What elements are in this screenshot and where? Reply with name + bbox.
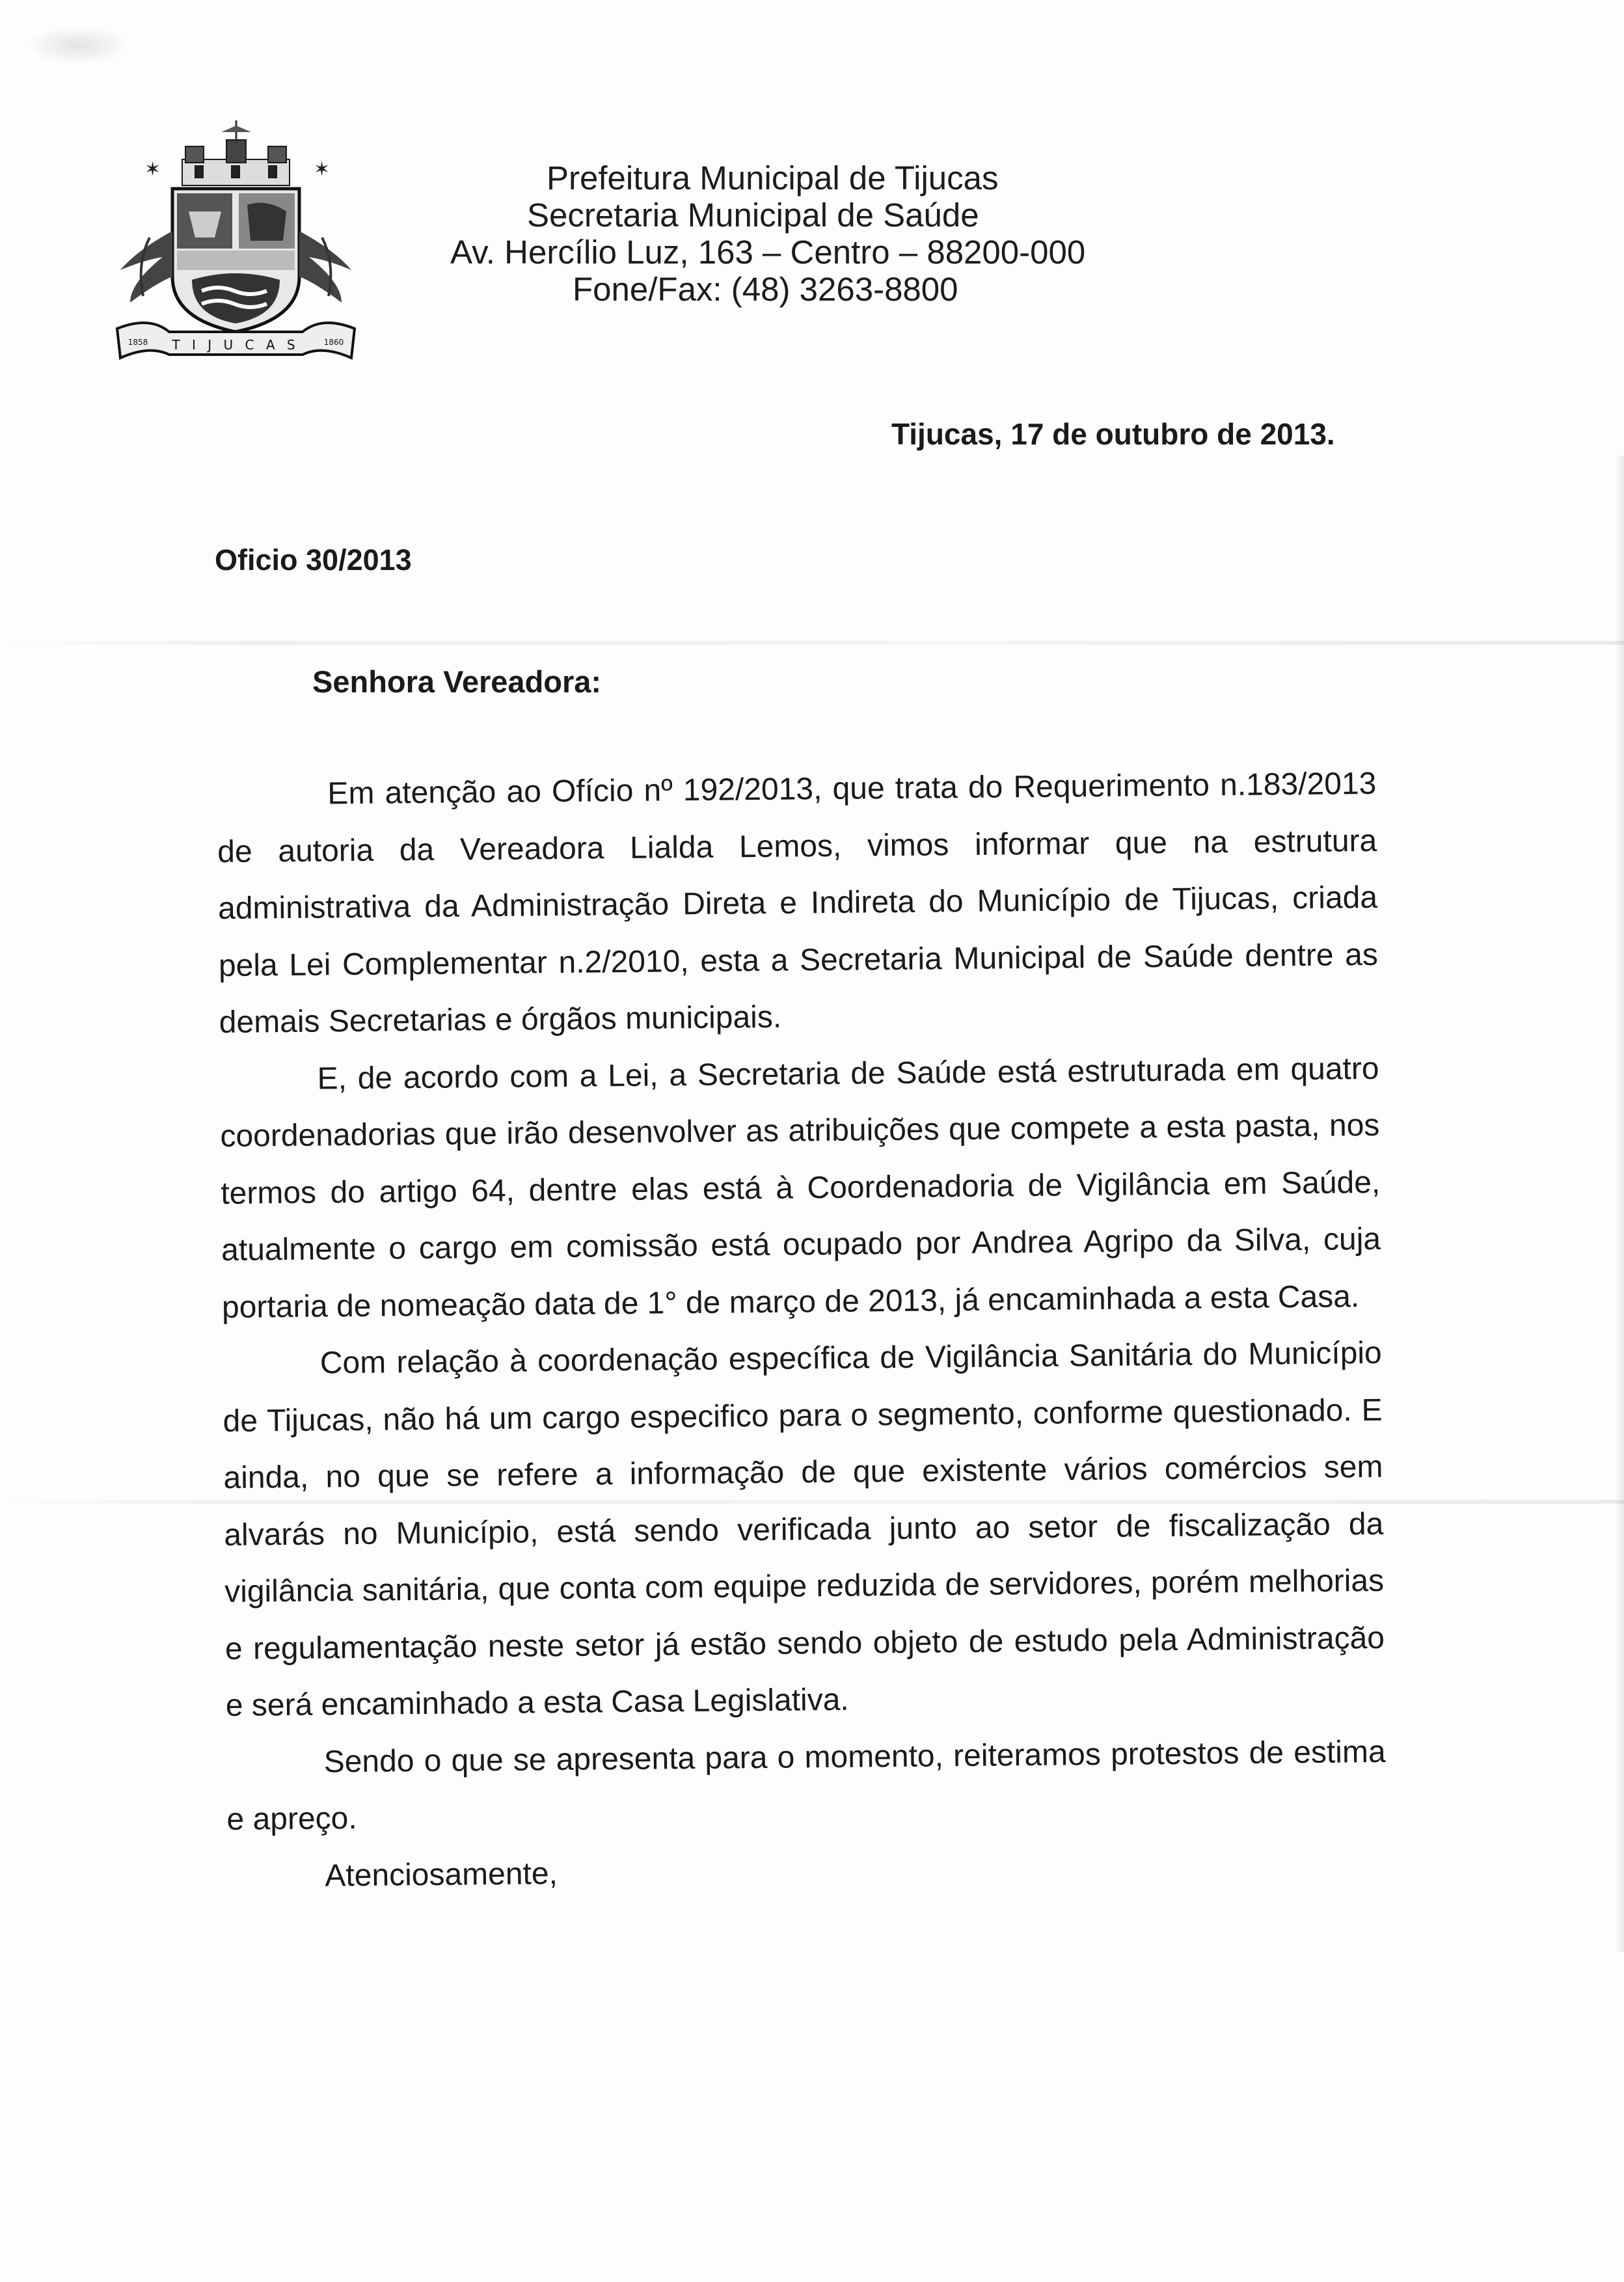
body-paragraph: Em atenção ao Ofício nº 192/2013, que trata do Requerimento n.183/2013 de autoria da Vereadora Lialda Lemos, vimos informar que na estrutura administrativa da Administração Direta e Indireta do Município de Tijucas, criada pela Lei Complementar n.2/2010, esta a Secretaria Municipal de Saúde dentre as demais Secretarias e órgãos municipais. [217,766,1379,1040]
letter-body [217,755,1387,1905]
body-paragraph: E, de acordo com a Lei, a Secretaria de Saúde está estruturada em quatro coordenadorias que irão desenvolver as atribuições que compete a esta pasta, nos termos do artigo 64, dentre elas está à Coordenadoria de Vigilância em Saúde, atualmente o cargo em comissão está ocupado por Andrea Agripo da Silva, cuja portaria de nomeação data de 1° de março de 2013, já encaminhada a esta Casa. [220,1051,1381,1325]
scan-smudge [26,26,130,65]
body-paragraph: Sendo o que se apresenta para o momento, reiteramos protestos de estima e apreço. [226,1734,1386,1837]
letterhead [442,159,1158,308]
letter-closing: Atenciosamente, [325,1856,558,1893]
svg-text:✶: ✶ [314,158,331,181]
paper-crease [0,641,1624,645]
body-paragraph: Com relação à coordenação específica de Vigilância Sanitária do Município de Tijucas, não há um cargo especifico para o segmento, conforme questionado. E ainda, no que se refere a informação de que existente vários comércios sem alvarás no Município, está sendo verificada junto ao setor de fiscalização da vigilância sanitária, que conta com equipe reduzida de servidores, porém melhorias e regulamentação neste setor já estão sendo objeto de estudo pela Administração e será encaminhado a esta Casa Legislativa. [223,1335,1385,1723]
svg-text:1860: 1860 [323,338,344,347]
letter-reference: Oficio 30/2013 [215,543,412,577]
letterhead-department: Secretaria Municipal de Saúde [527,197,979,234]
letter-date: Tijucas, 17 de outubro de 2013. [891,417,1335,451]
svg-text:T I J U C A S: T I J U C A S [172,337,299,353]
letterhead-address: Av. Hercílio Luz, 163 – Centro – 88200-000 [450,234,1086,271]
letter-salutation: Senhora Vereadora: [312,664,602,699]
paper-edge-shadow [1615,455,1624,1952]
svg-text:1858: 1858 [128,338,148,347]
svg-text:✶: ✶ [144,158,161,181]
letterhead-phone: Fone/Fax: (48) 3263-8800 [573,271,958,308]
coat-of-arms-logo [111,120,361,374]
letterhead-institution: Prefeitura Municipal de Tijucas [547,159,999,197]
